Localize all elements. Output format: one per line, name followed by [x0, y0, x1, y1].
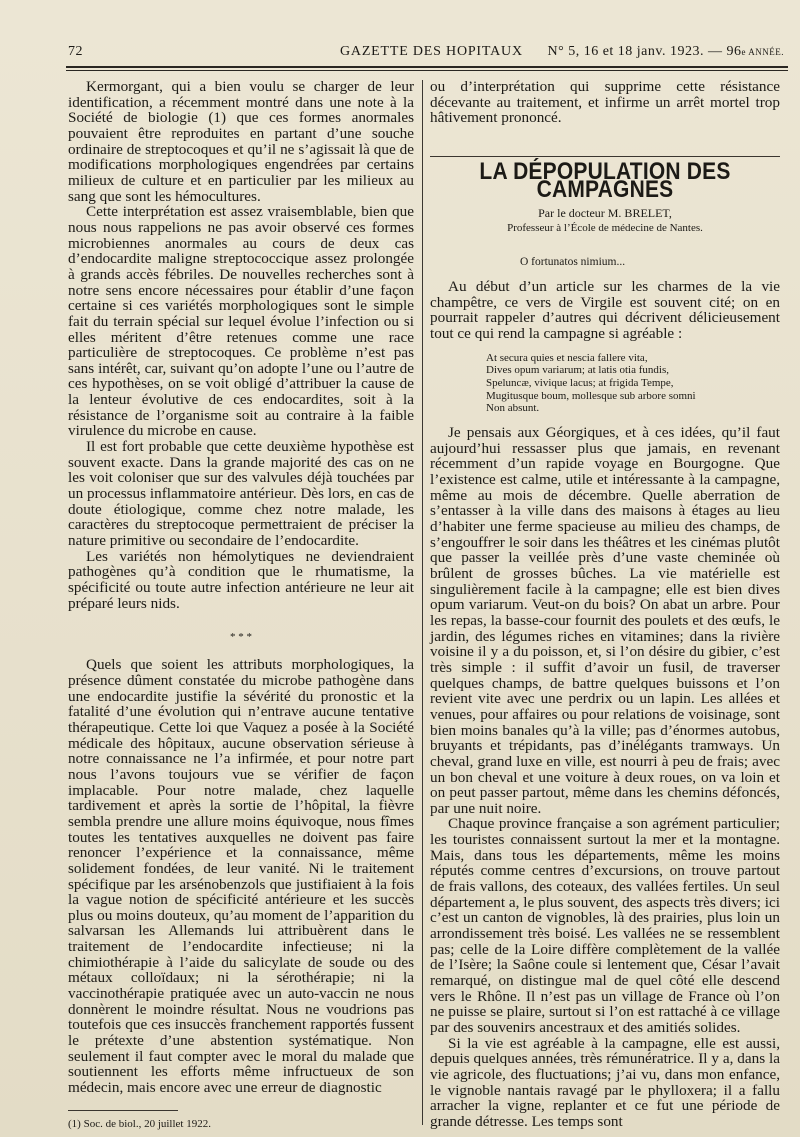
paragraph: Je pensais aux Géorgiques, et à ces idées, qu’il faut aujourd’hui ressasser plus que jamais, en revenant récemment d’un rapide voyage en Bourgogne. Que l’existence est calme, utile et intéressante à la campagne, même au mois de décembre. Quelle aberration de s’entasser à la ville dans des maisons à étages au lieu d’habiter une ferme spacieuse au milieu des champs, de s’engouffrer le soir dans les théâtres et les cinémas plutôt que passer la veillée près d’une vaste cheminée où brûlent de grosses bûches. La vie matérielle est singulièrement facile à la campagne; elle est bien dives opum variarum. Veut-on du bois? On abat un arbre. Pour les repas, la basse-cour fournit des poulets et des œufs, le jardin, des légumes riches en vitamines; dans la rivière voisine il y a du poisson, et, si l’on désire du gibier, c’est très simple : il suffit d’avoir un fusil, de traverser quelques champs, de battre quelques buissons et l’on revient vite avec une perdrix ou un lapin. Les allées et venues, pour affaires ou pour relations de voisinage, sont bien moins banales qu’à la ville; pas d’énormes autobus, bruyants et trépidants, pas d’inélégants tramways. Un cheval, grand luxe en ville, est nourri à peu de frais; avec un bon cheval et une voiture à deux roues, on va loin et on peut passer partout, même dans les chemins défoncés, par une nuit noire. [430, 424, 780, 817]
section-asterism: * * * [230, 631, 252, 644]
header-rule-thin [66, 70, 788, 71]
right-column [430, 79, 780, 1130]
header-rule [66, 66, 788, 68]
paragraph: Il est fort probable que cette deuxième hypothèse est souvent exacte. Dans la grande majorité des cas on ne les voit coloniser que sur des valvules déjà touchées par un processus inflammatoire antérieur. Dès lors, en cas de doute étiologique, comme chez notre malade, les caractères du streptocoque permettraient de préciser la nature primitive ou secondaire de l’endocardite. [68, 438, 414, 550]
epigraph: O fortunatos nimium... [520, 256, 626, 269]
verse-line: Mugitusque boum, mollesque sub arbore somni [486, 389, 696, 402]
column-divider [422, 80, 423, 1125]
paragraph: Chaque province française a son agrément particulier; les touristes connaissent surtout la mer et la montagne. Mais, dans tous les départements, même les moins réputés comme centres d’excursions, on trouve partout de frais vallons, des coteaux, des vallées fertiles. Un seul département a, le plus souvent, des aspects très divers; ici c’est un canton de vignobles, là des prairies, plus loin un arrondissement très boisé. Les vallées ne se ressemblent pas; celle de la Loire diffère complètement de la vallée de l’Isère; la Saône coule si lentement que, César l’avait remarqué, on distingue mal de quel côté elle descend vers le Rhône. Il n’est pas un village de France où l’on ne puisse se plaire, surtout si l’on est rattaché à ce village par des souvenirs ancestraux et des amitiés solides. [430, 815, 780, 1037]
title-rule [430, 156, 780, 157]
page-number: 72 [68, 44, 83, 59]
journal-title: GAZETTE DES HOPITAUX [340, 44, 523, 59]
issue-date: N° 5, 16 et 18 janv. 1923. — 96 [547, 44, 742, 59]
page-header [62, 40, 790, 62]
verse-line: At secura quies et nescia fallere vita, [486, 351, 648, 364]
footnote: (1) Soc. de biol., 20 juillet 1922. [68, 1117, 211, 1130]
footnote-rule [68, 1110, 178, 1111]
paragraph: Quels que soient les attributs morphologiques, la présence dûment constatée du microbe pathogène dans une endocardite justifie la sévérité du pronostic et la fatalité d’une évolution qui n’entrave aucune tentative thérapeutique. Cette loi que Vaquez a posée à la Société médicale des hôpitaux, aucune observation sérieuse à notre connaissance ne l’a infirmée, et pour notre part nous l’avons toujours vue se vérifier de façon implacable. Pour notre malade, chez laquelle tardivement et après la sortie de l’hôpital, la fièvre sembla prendre une allure moins équivoque, nous fîmes toutes les tentatives auxquelles ne doivent pas faire renoncer l’expérience et la connaissance, même solidement fondées, de leur vanité. Ni le traitement spécifique par les arsénobenzols que justifiaient à la fois la vague notion de spécificité antérieure et les succès plus ou moins douteux, qu’au moment de l’apparition du salvarsan les Allemands lui attribuèrent dans le traitement de l’endocardite infectieuse; ni la chimiothérapie à l’aide du salicylate de soude ou des métaux colloïdaux; ni la sérothérapie; ni la vaccinothérapie pratiquée avec un auto-vaccin ne nous donnèrent le moindre résultat. Nous ne voudrions pas toutefois que ces insuccès franchement rapportés fussent le prétexte d’une abstention systématique. Non seulement il faut compter avec le moral du malade que soutiennent les efforts même infructueux de son médecin, mais encore avec une erreur de diagnostic [68, 656, 414, 1097]
intro-paragraph: Au début d’un article sur les charmes de la vie champêtre, ce vers de Virgile est souvent cité; on en pourrait rappeler d’autres qui décrivent délicieusement tout ce qui rend la campagne si agréable : [430, 277, 780, 342]
paragraph: Cette interprétation est assez vraisemblable, bien que nous nous rappelions ne pas avoir observé ces formes microbiennes anormales au cours de deux cas d’endocardite maligne streptococcique assez prolongée à grands accès fébriles. De nouvelles recherches sont à notre sens encore nécessaires pour établir d’une façon certaine si ces variétés morphologiques sont le simple fait du terrain spécial sur lequel évolue l’infection ou si elles méritent d’être retenues comme une race particulière de streptocoques. Ce problème n’est pas sans intérêt, car, suivant qu’on adopte l’une ou l’autre de ces hypothèses, on se voit obligé d’attribuer la cause de la lenteur évolutive de ces endocardites, soit à la résistance de l’organisme soit au contraire à la faible virulence du microbe en cause. [68, 203, 414, 440]
issue-year: e ANNÉE. [741, 47, 784, 57]
left-column [68, 79, 414, 1131]
verse-line: Speluncæ, vivique lacus; at frigida Tempe, [486, 376, 674, 389]
issue-info [547, 44, 784, 60]
latin-verse [486, 352, 780, 416]
article-byline: Par le docteur M. BRELET, [538, 206, 672, 221]
continuation-paragraph: ou d’interprétation qui supprime cette résistance décevante au traitement, et infirme un arrêt mortel trop hâtivement prononcé. [430, 78, 780, 127]
paragraph: Si la vie est agréable à la campagne, elle est aussi, depuis quelques années, très rémunératrice. Il y a, dans la vie agricole, des fluctuations; j’ai vu, dans mon enfance, le vignoble nantais ravagé par le phylloxera; il a fallu arracher la vigne, replanter et ce fut une période de grande détresse. Les temps sont [430, 1034, 780, 1130]
paragraph: Kermorgant, qui a bien voulu se charger de leur identification, a récemment montré dans une note à la Société de biologie (1) que ces formes anormales pouvaient être reproduites en partant d’une souche ordinaire de streptocoques et qu’il ne s’agissait là que de modifications morphologiques engendrées par certains milieux de culture et en particulier par les milieux au sang que sont les hémocultures. [68, 78, 414, 205]
verse-line: Dives opum variarum; at latis otia fundis, [486, 364, 669, 377]
paragraph: Les variétés non hémolytiques ne deviendraient pathogènes qu’à condition que le rhumatisme, la spécificité ou toute autre infection antérieure ne leur ait préparé leurs nids. [68, 547, 414, 612]
author-affiliation: Professeur à l’École de médecine de Nantes. [507, 222, 703, 235]
article-title: LA DÉPOPULATION DES CAMPAGNES [479, 158, 731, 203]
verse-line: Non absunt. [486, 402, 540, 415]
